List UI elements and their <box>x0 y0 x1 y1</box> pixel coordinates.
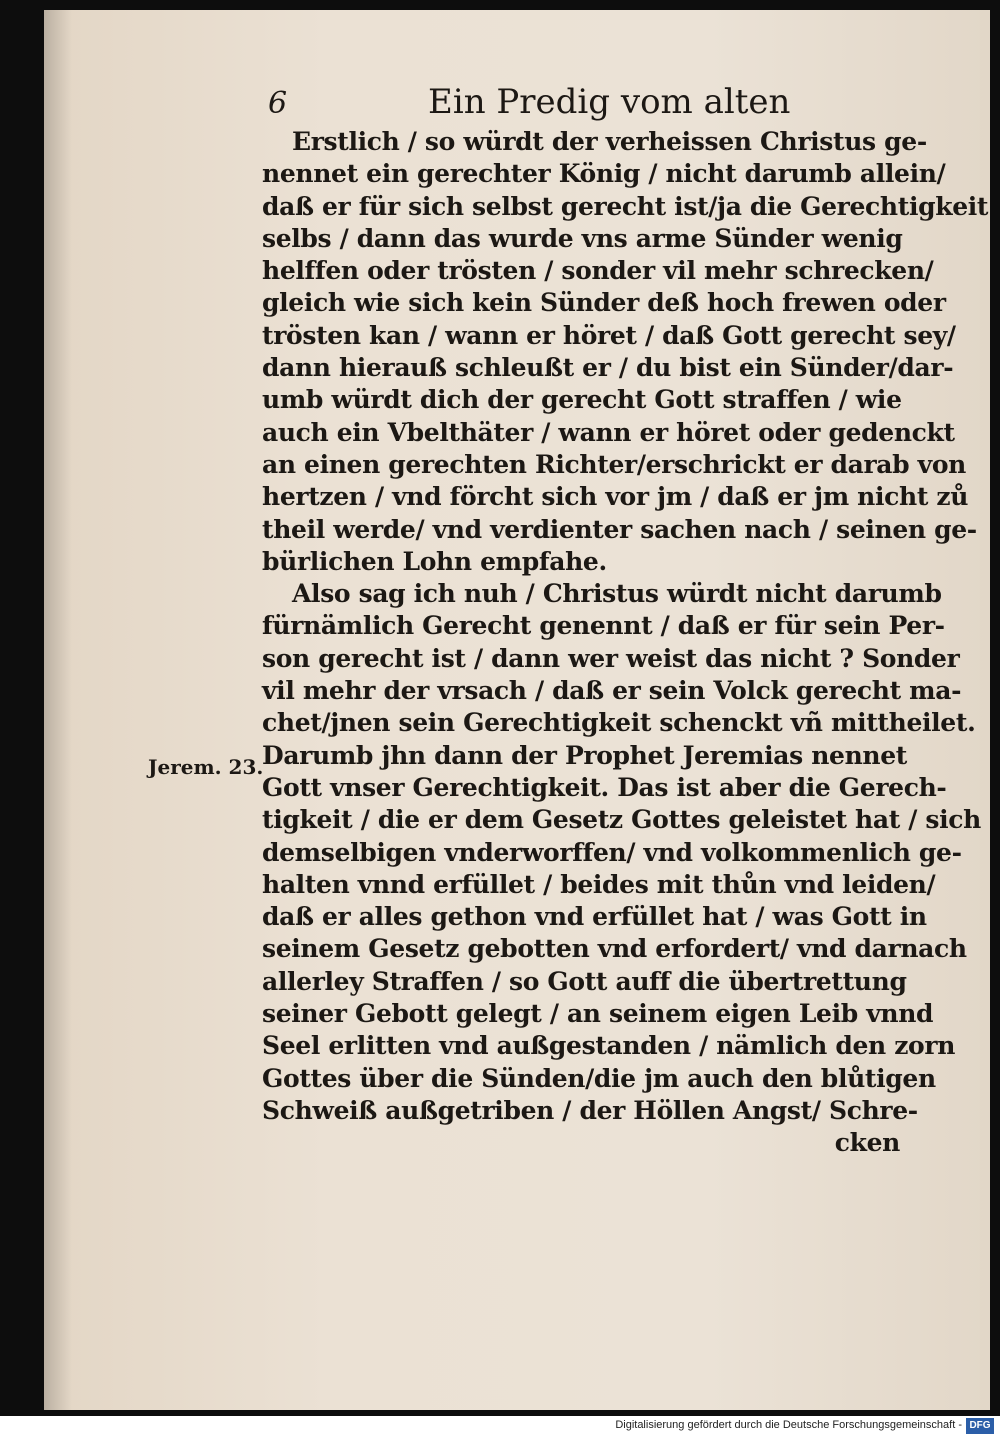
text-line: gleich wie sich kein Sünder deß hoch frewen oder <box>262 288 946 318</box>
text-line: son gerecht ist / dann wer weist das nicht ? Sonder <box>262 643 960 673</box>
text-line: vil mehr der vrsach / daß er sein Volck gerecht ma- <box>262 676 962 706</box>
text-line: seiner Gebott gelegt / an seinem eigen Leib vnnd <box>262 999 934 1029</box>
text-line: allerley Straffen / so Gott auff die übertrettung <box>262 966 907 996</box>
text-line: fürnämlich Gerecht genennt / daß er für sein Per- <box>262 611 945 641</box>
text-line: daß er alles gethon vnd erfüllet hat / was Gott in <box>262 902 927 932</box>
running-title: Ein Predig vom alten <box>428 82 791 122</box>
text-line: auch ein Vbelthäter / wann er höret oder gedenckt <box>262 417 955 447</box>
text-line: bürlichen Lohn empfahe. <box>262 546 607 576</box>
text-line: Gottes über die Sünden/die jm auch den blůtigen <box>262 1063 936 1093</box>
text-line: Seel erlitten vnd außgestanden / nämlich den zorn <box>262 1031 956 1061</box>
text-line: Schweiß außgetriben / der Höllen Angst/ Schre- <box>262 1095 918 1125</box>
text-line: hertzen / vnd förcht sich vor jm / daß er jm nicht zů <box>262 482 969 512</box>
text-line: an einen gerechten Richter/erschrickt er darab von <box>262 449 966 479</box>
text-line: Also sag ich nuh / Christus würdt nicht darumb <box>292 579 942 609</box>
text-line: halten vnnd erfüllet / beides mit thůn vnd leiden/ <box>262 869 936 899</box>
page-header <box>268 82 908 126</box>
text-line: selbs / dann das wurde vns arme Sünder wenig <box>262 223 903 253</box>
text-line: trösten kan / wann er höret / daß Gott gerecht sey/ <box>262 320 956 350</box>
text-line: dann hierauß schleußt er / du bist ein Sünder/dar- <box>262 353 954 383</box>
text-line: demselbigen vnderworffen/ vnd volkommenlich ge- <box>262 837 962 867</box>
text-line: helffen oder trösten / sonder vil mehr schrecken/ <box>262 256 934 286</box>
text-line: Darumb jhn dann der Prophet Jeremias nennet <box>262 740 907 770</box>
body-text <box>262 126 989 1160</box>
text-line: seinem Gesetz gebotten vnd erfordert/ vnd darnach <box>262 934 967 964</box>
text-line: Gott vnser Gerechtigkeit. Das ist aber die Gerech- <box>262 772 947 802</box>
text-line: Erstlich / so würdt der verheissen Christus ge- <box>292 127 927 156</box>
text-line: theil werde/ vnd verdienter sachen nach / seinen ge- <box>262 514 977 544</box>
text-line: nennet ein gerechter König / nicht darumb allein/ <box>262 159 946 189</box>
page-gutter-shadow <box>44 10 72 1410</box>
footer-credit: Digitalisierung gefördert durch die Deutsche Forschungsgemeinschaft - <box>615 1419 962 1431</box>
text-line: chet/jnen sein Gerechtigkeit schenckt vñ mittheilet. <box>262 708 976 738</box>
margin-note: Jerem. 23. <box>148 755 264 779</box>
catchword: cken <box>834 1128 900 1158</box>
footer-bar <box>0 1416 1000 1438</box>
dfg-logo: DFG <box>966 1418 994 1434</box>
text-line: umb würdt dich der gerecht Gott straffen / wie <box>262 385 902 415</box>
page-number: 6 <box>268 86 288 121</box>
text-line: tigkeit / die er dem Gesetz Gottes geleistet hat / sich <box>262 805 981 835</box>
text-line: daß er für sich selbst gerecht ist/ja die Gerechtigkeit <box>262 191 989 221</box>
